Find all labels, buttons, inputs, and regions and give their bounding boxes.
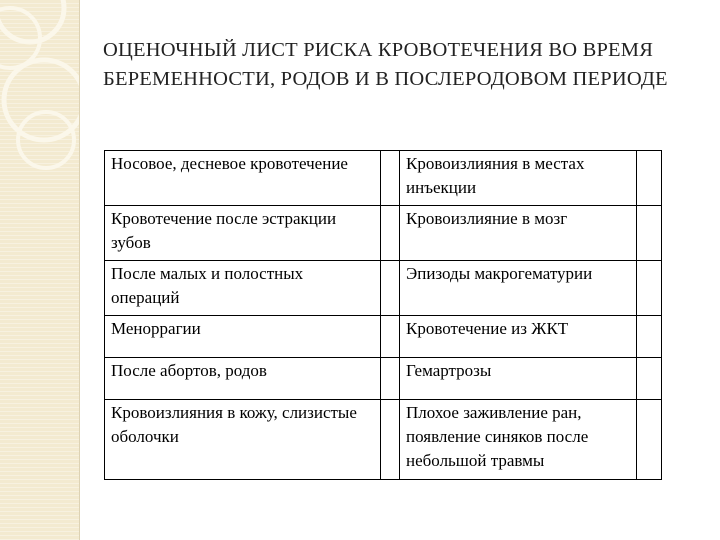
table-cell-left: После абортов, родов: [105, 358, 381, 400]
table-cell-check-right: [637, 316, 662, 358]
table-row: [105, 400, 662, 480]
table-cell-right: Кровотечение из ЖКТ: [400, 316, 637, 358]
table-cell-right: Плохое заживление ран, появление синяков после небольшой травмы: [400, 400, 637, 480]
table-row: [105, 316, 662, 358]
table-cell-check-left: [381, 400, 400, 480]
page-title: ОЦЕНОЧНЫЙ ЛИСТ РИСКА КРОВОТЕЧЕНИЯ ВО ВРЕМЯ БЕРЕМЕННОСТИ, РОДОВ И В ПОСЛЕРОДОВОМ ПЕРИОДЕ: [103, 39, 668, 90]
table-cell-right: Кровоизлияния в местах инъекции: [400, 151, 637, 206]
table-row: [105, 261, 662, 316]
table-cell-check-right: [637, 400, 662, 480]
table-cell-left: После малых и полостных операций: [105, 261, 381, 316]
table-cell-check-right: [637, 206, 662, 261]
table-cell-right: Кровоизлияние в мозг: [400, 206, 637, 261]
table-cell-left: Меноррагии: [105, 316, 381, 358]
table-cell-left: Кровоизлияния в кожу, слизистые оболочки: [105, 400, 381, 480]
table-row: [105, 206, 662, 261]
table-cell-check-right: [637, 151, 662, 206]
table-cell-check-right: [637, 261, 662, 316]
table-cell-check-left: [381, 358, 400, 400]
table-row: [105, 358, 662, 400]
table-cell-right: Эпизоды макрогематурии: [400, 261, 637, 316]
decorative-sidebar: [0, 0, 80, 540]
table-row: [105, 151, 662, 206]
table-cell-left: Кровотечение после эстракции зубов: [105, 206, 381, 261]
table-cell-left: Носовое, десневое кровотечение: [105, 151, 381, 206]
table-cell-check-left: [381, 261, 400, 316]
table-cell-check-left: [381, 316, 400, 358]
risk-assessment-table: [104, 150, 662, 480]
table-cell-check-left: [381, 151, 400, 206]
circle-ornament-icon: [0, 0, 79, 540]
table-cell-check-right: [637, 358, 662, 400]
table-cell-check-left: [381, 206, 400, 261]
table-cell-right: Гемартрозы: [400, 358, 637, 400]
